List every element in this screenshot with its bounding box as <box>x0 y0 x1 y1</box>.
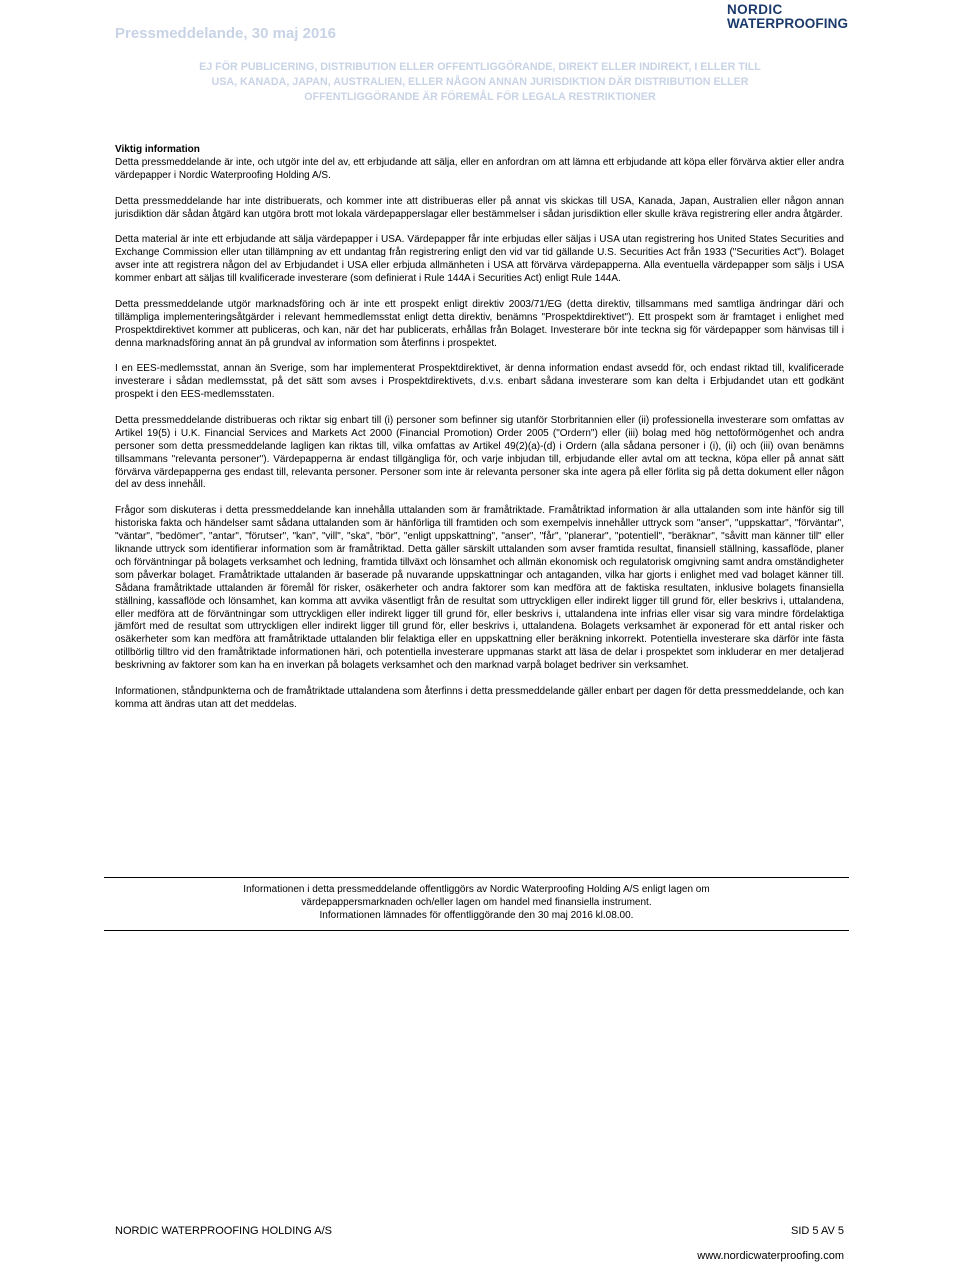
publication-notice-text <box>104 883 849 923</box>
paragraph-6: Detta pressmeddelande distribueras och riktar sig enbart till (i) personer som befinner sig utanför Storbritannien eller (ii) professionella investerare som omfattas av Artikel 19(5) i U.K. Financial Services and Markets Act 2000 (Financial Promotion) Order 2005 ("Ordern") eller (iii) bolag med hög nettoförmögenhet och andra personer som detta pressmeddelande lagligen kan riktas till, vilka omfattas av Artikel 49(2)(a)-(d) i Ordern (alla sådana personer i (i), (ii) och (iii) ovan benämns tillsammans "relevanta personer"). Värdepapperna är endast tillgängliga för, och varje inbjudan till, erbjudande eller avtal om att teckna, köpa eller på annat sätt förvärva värdepapperna ges endast till, relevanta personer. Personer som inte är relevanta personer ska inte agera på eller förlita sig på detta dokument eller någon del av dess innehåll. <box>115 414 844 491</box>
notice-line-3: Informationen lämnades för offentliggörande den 30 maj 2016 kl.08.00. <box>319 910 634 922</box>
important-information-section <box>115 144 844 725</box>
disclaimer-line-1: EJ FÖR PUBLICERING, DISTRIBUTION ELLER OFFENTLIGGÖRANDE, DIREKT ELLER INDIREKT, I ELLER TILL <box>199 61 761 73</box>
paragraph-8: Informationen, ståndpunkterna och de framåtriktade uttalandena som återfinns i detta pressmeddelande gäller enbart per dagen för detta pressmeddelande, och kan komma att ändras utan att det meddelas. <box>115 685 844 710</box>
paragraph-7: Frågor som diskuteras i detta pressmeddelande kan innehålla uttalanden som är framåtriktade. Framåtriktad information är alla uttalanden som inte hänför sig till historiska fakta och händelser samt sådana uttalanden som är hänförliga till framtiden och som exempelvis innehåller uttryck som "anser", "uppskattar", "förväntar", "väntar", "bedömer", "antar", "förutser", "kan", "vill", "ska", "bör", "enligt uppskattning", "anser", "får", "planerar", "potentiell", "beräknar", "såvitt man känner till" eller liknande uttryck som identifierar information som är framåtriktad. Detta gäller särskilt uttalanden som avser framtida resultat, finansiell ställning, kassaflöde, planer och förväntningar på bolagets verksamhet och ledning, framtida tillväxt och lönsamhet och allmän ekonomisk och regulatorisk omgivning samt andra omständigheter som påverkar bolaget. Framåtriktade uttalanden är baserade på nuvarande uppskattningar och antaganden, vilka har gjorts i enlighet med vad bolaget känner till. Sådana framåtriktade uttalanden är föremål för risker, osäkerheter och andra faktorer som kan medföra att de faktiska resultaten, inklusive bolagets finansiella ställning, kassaflöde och lönsamhet, kan komma att avvika väsentligt från de resultat som uttryckligen eller indirekt ligger till grund för, eller beskrivs i, uttalandena, eller medföra att de förväntningar som uttryckligen eller indirekt ligger till grund för, eller beskrivs i, uttalandena inte infrias eller visar sig vara mindre fördelaktiga jämfört med de resultat som uttryckligen eller indirekt ligger till grund för, eller beskrivs i, uttalandena. Bolagets verksamhet är exponerad för ett antal risker och osäkerheter som kan medföra att framåtriktade uttalanden blir felaktiga eller en uppskattning eller beräkning inkorrekt. Potentiella investerare ska därför inte fästa otillbörlig tilltro vid den framåtriktade informationen häri, och potentiella investerare uppmanas starkt att läsa de delar i prospektet som inkluderar en mer detaljerad beskrivning av faktorer som kan ha en inverkan på bolagets verksamhet och den marknad varpå bolaget bedriver sin verksamhet. <box>115 505 844 672</box>
section-heading: Viktig information <box>115 144 200 155</box>
disclaimer-line-3: OFFENTLIGGÖRANDE ÄR FÖREMÅL FÖR LEGALA RESTRIKTIONER <box>304 91 656 103</box>
company-logo <box>727 3 848 31</box>
paragraph-5: I en EES-medlemsstat, annan än Sverige, som har implementerat Prospektdirektivet, är denna information endast avsedd för, och endast riktad till, kvalificerade investerare i sådan medlemsstat, på det sätt som avses i Prospektdirektivets, d.v.s. enbart sådana investerare som kan delta i Erbjudandet utan ett godkänt prospekt i den EES-medlemsstaten. <box>115 363 844 401</box>
paragraph-2: Detta pressmeddelande har inte distribuerats, och kommer inte att distribueras eller på annat vis skickas till USA, Kanada, Japan, Australien eller någon annan jurisdiktion där sådan åtgärd kan utgöra brott mot lokala värdepapperslagar eller bestämmelser i sådan jurisdiktion eller skulle kräva registrering eller andra åtgärder. <box>115 195 844 220</box>
paragraph-4: Detta pressmeddelande utgör marknadsföring och är inte ett prospekt enligt direktiv 2003/71/EG (detta direktiv, tillsammans med samtliga ändringar däri och tillämpliga implementeringsåtgärder i relevant hemmedlemsstat enligt detta direktiv, benämns "Prospektdirektivet"). Ett prospekt som är framtaget i enlighet med Prospektdirektivet kommer att publiceras, och kan, när det har publicerats, erhållas från Bolaget. Investerare bör inte teckna sig för värdepapper som hänvisas till i denna marknadsföring annat än på grundval av information som återfinns i prospektet. <box>115 298 844 349</box>
logo-line-waterproofing: WATERPROOFING <box>727 16 849 31</box>
logo-line-nordic: NORDIC <box>727 2 783 17</box>
footer-company-name: NORDIC WATERPROOFING HOLDING A/S <box>115 1225 332 1237</box>
notice-line-2: värdepappersmarknaden och/eller lagen om handel med finansiella instrument. <box>301 897 652 909</box>
notice-line-1: Informationen i detta pressmeddelande offentliggörs av Nordic Waterproofing Holding A/S enligt lagen om <box>243 884 710 895</box>
publication-notice-box <box>104 877 849 931</box>
paragraph-1: Detta pressmeddelande är inte, och utgör inte del av, ett erbjudande att sälja, eller en anfordran om att lämna ett erbjudande att köpa eller förvärva aktier eller andra värdepapper i Nordic Waterproofing Holding A/S. <box>115 156 844 181</box>
footer-page-number: SID 5 AV 5 <box>791 1225 844 1237</box>
distribution-disclaimer <box>150 60 810 105</box>
disclaimer-line-2: USA, KANADA, JAPAN, AUSTRALIEN, ELLER NÅGON ANNAN JURISDIKTION DÄR DISTRIBUTION ELLER <box>211 76 749 88</box>
paragraph-3: Detta material är inte ett erbjudande att sälja värdepapper i USA. Värdepapper får inte erbjudas eller säljas i USA utan registrering hos United States Securities and Exchange Commission eller utan tillämpning av ett undantag från registrering enligt den vid var tid gällande U.S. Securities Act från 1933 ("Securities Act"). Bolaget avser inte att registrera någon del av Erbjudandet i USA eller erbjuda allmänheten i USA att förvärva värdepapperna. Alla eventuella värdepapper som säljs i USA kommer enbart att säljas till kvalificerade investerare (som definierat i Rule 144A i Securities Act) enligt Rule 144A. <box>115 234 844 285</box>
footer-website-link[interactable]: www.nordicwaterproofing.com <box>697 1250 844 1262</box>
header-title: Pressmeddelande, 30 maj 2016 <box>115 25 336 42</box>
